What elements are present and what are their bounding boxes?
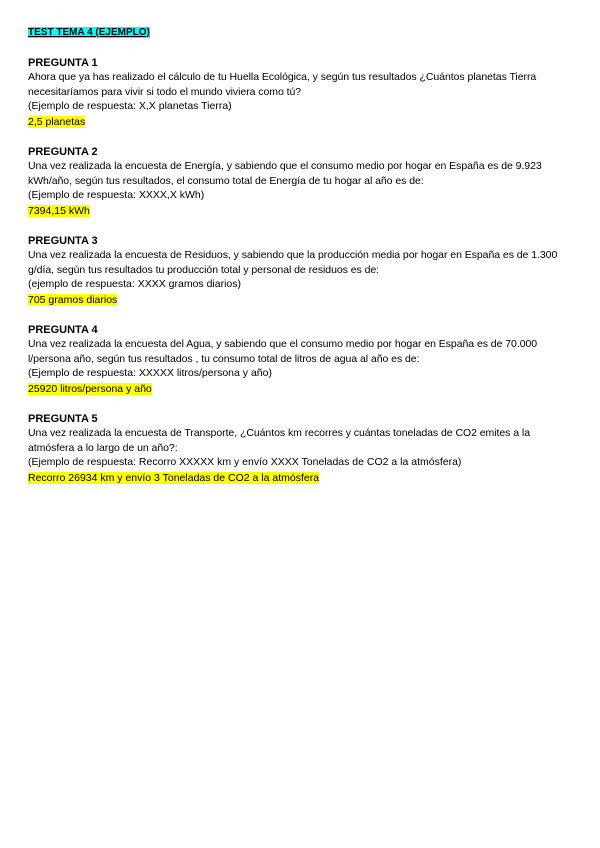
question-text: Una vez realizada la encuesta de Energía, y sabiendo que el consumo medio por hogar en España es de 9.923 kWh/año, según tus resultados, el consumo total de Energía de tu hogar al año es de:	[28, 160, 542, 187]
question-5	[28, 412, 572, 485]
title-wrapper	[28, 22, 572, 40]
question-heading: PREGUNTA 2	[28, 146, 98, 158]
answer-example: (Ejemplo de respuesta: XXXXX litros/persona y año)	[28, 367, 272, 379]
question-2	[28, 145, 572, 218]
answer-example: (ejemplo de respuesta: XXXX gramos diarios)	[28, 278, 242, 290]
answer-highlight: 7394,15 kWh	[28, 204, 90, 217]
answer-example: (Ejemplo de respuesta: X,X planetas Tierra)	[28, 100, 232, 112]
question-text: Ahora que ya has realizado el cálculo de tu Huella Ecológica, y según tus resultados ¿Cuántos planetas Tierra necesitaríamos para vivir si todo el mundo viviera como tú?	[28, 71, 537, 98]
answer-highlight: 705 gramos diarios	[28, 293, 118, 306]
answer-example: (Ejemplo de respuesta: XXXX,X kWh)	[28, 189, 205, 201]
question-text: Una vez realizada la encuesta de Transporte, ¿Cuántos km recorres y cuántas toneladas de CO2 emites a la atmósfera a lo largo de un año?:	[28, 427, 530, 454]
answer-highlight: 2,5 planetas	[28, 115, 86, 128]
question-3	[28, 234, 572, 307]
question-1	[28, 56, 572, 129]
question-text: Una vez realizada la encuesta de Residuos, y sabiendo que la producción media por hogar en España es de 1.300 g/día, según tus resultados tu producción total y personal de residuos es de:	[28, 249, 558, 276]
question-heading: PREGUNTA 3	[28, 235, 98, 247]
question-heading: PREGUNTA 1	[28, 57, 98, 69]
answer-example: (Ejemplo de respuesta: Recorro XXXXX km y envío XXXX Toneladas de CO2 a la atmósfera)	[28, 456, 462, 468]
question-4	[28, 323, 572, 396]
answer-highlight: 25920 litros/persona y año	[28, 382, 152, 395]
document-title: TEST TEMA 4 (EJEMPLO)	[28, 27, 150, 38]
answer-highlight: Recorro 26934 km y envío 3 Toneladas de CO2 a la atmósfera	[28, 471, 320, 484]
question-heading: PREGUNTA 4	[28, 324, 98, 336]
question-text: Una vez realizada la encuesta del Agua, y sabiendo que el consumo medio por hogar en España es de 70.000 l/persona año, según tus resultados , tu consumo total de litros de agua al año es de:	[28, 338, 538, 365]
question-heading: PREGUNTA 5	[28, 413, 98, 425]
